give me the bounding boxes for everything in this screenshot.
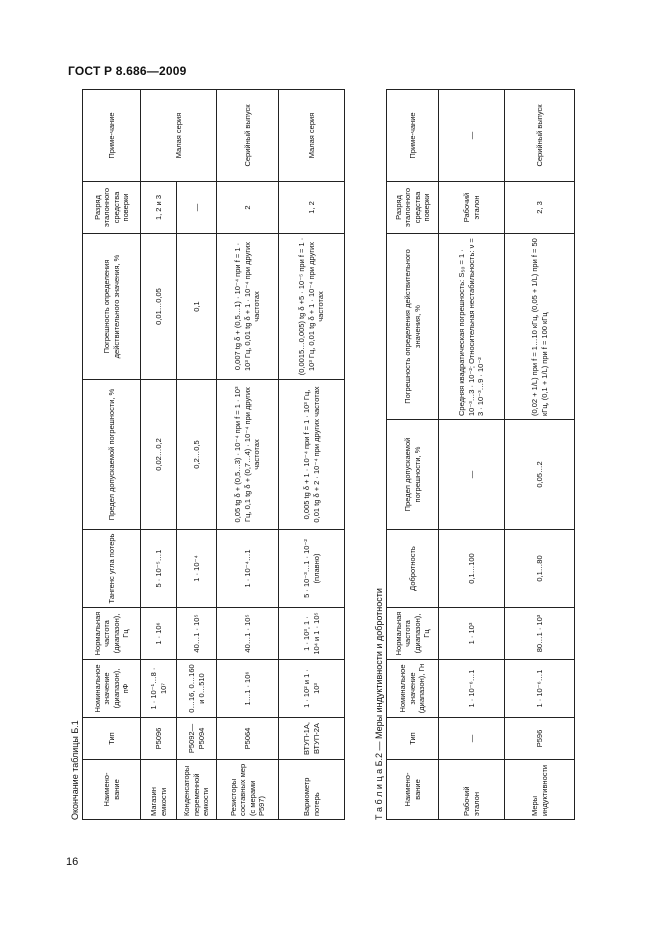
col-header: Погрешность определения действительного значения, % [387,234,439,420]
col-header: Добротность [387,530,439,608]
cell: 40…1 · 10⁵ [177,608,217,660]
col-header: Разряд эталонного средства поверки [83,182,141,234]
table-b2-header-row [387,90,439,820]
col-header: Тангенс угла потерь [83,530,141,608]
cell: 1 · 10³ [439,608,505,660]
page-number: 16 [66,856,79,868]
table-b1 [82,89,345,820]
cell: Рабочий эталон [439,760,505,820]
table-row [217,90,279,820]
col-header: Тип [387,718,439,760]
cell: Магазин емкости [141,760,177,820]
cell: 0,05…2 [505,420,575,530]
table-b1-block [68,89,345,820]
cell: 1 · 10⁻¹…8 · 10⁷ [141,660,177,718]
cell: (0,02 + 1/L) при f = 1…10 кГц, (0,05 + 1/L) при f = 50 кГц, (0,1 + 1/L) при f = 100 кГц [505,234,575,420]
cell: 1 · 10⁶ [141,608,177,660]
table-b2 [386,89,575,820]
cell: 5 · 10⁻³…1 · 10⁻² (плавно) [279,530,345,608]
col-header: Наимено-вание [83,760,141,820]
cell: — [439,90,505,182]
col-header: Наимено-вание [387,760,439,820]
cell: Серийный выпуск [505,90,575,182]
cell: Средняя квадратическая погрешность: S₅₀ = 1 · 10⁻³…3 · 10⁻²; Относительная нестабильность: ν = 3 · 10⁻³…9 · 10⁻² [439,234,505,420]
col-header: Разряд эталонного средства поверки [387,182,439,234]
cell: Р5092—Р5094 [177,718,217,760]
document-header: ГОСТ Р 8.686—2009 [68,64,187,78]
cell: (0,0015…0,005) tg δ +5 · 10⁻⁵ при f = 1 · 10³ Гц, 0,01 tg δ + 1 · 10⁻⁴ при других частотах [279,234,345,380]
cell: 40…1 · 10⁵ [217,608,279,660]
cell: 0,2…0,5 [177,380,217,530]
cell: — [177,182,217,234]
col-header: Номинальное значение (диапазон), пФ [83,660,141,718]
cell: Меры индуктивности [505,760,575,820]
col-header: Предел допускаемой погрешности, % [387,420,439,530]
table-row [141,90,177,820]
cell: 1 · 10² и 1 · 10³ [279,660,345,718]
cell: Р5064 [217,718,279,760]
cell: 0,1…100 [439,530,505,608]
table-b2-block [372,89,575,820]
col-header: Тип [83,718,141,760]
cell: 1 · 10⁻⁴ [177,530,217,608]
cell: Вариометр потерь [279,760,345,820]
cell: 0…16, 0…160 и 0…510 [177,660,217,718]
cell: 0,02…0,2 [141,380,177,530]
cell: Рабочий эталон [439,182,505,234]
table-row [505,90,575,820]
cell: 1 · 10⁻⁶…1 [439,660,505,718]
cell: — [439,718,505,760]
cell: 1 · 10⁻⁶…1 [505,660,575,718]
cell: 1, 2 [279,182,345,234]
cell: 2, 3 [505,182,575,234]
cell: 1 · 10³, 1 · 10⁴ и 1 · 10⁵ [279,608,345,660]
cell: Конденсаторы переменной емкости [177,760,217,820]
cell: 1, 2 и 3 [141,182,177,234]
cell: 2 [217,182,279,234]
col-header: Нормальная частота (диапазон), Гц [83,608,141,660]
cell: 0,1…80 [505,530,575,608]
col-header: Приме-чание [387,90,439,182]
table-b1-header-row [83,90,141,820]
table-row [177,90,217,820]
table-b2-caption: Т а б л и ц а Б.2 — Меры индуктивности и добротности [374,588,384,820]
table-row [439,90,505,820]
cell: 5 · 10⁻⁵…1 [141,530,177,608]
cell: 0,01…0,05 [141,234,177,380]
cell: 1…1 · 10⁶ [217,660,279,718]
cell: Резисторы составных мер (с мерами Р597) [217,760,279,820]
cell: ВТУП-1А, ВТУП-2А [279,718,345,760]
cell: 0,05 tg δ + (0,5…3) · 10⁻⁴ при f = 1 · 10³ Гц, 0,1 tg δ + (0,7…4) · 10⁻⁴ при других частотах [217,380,279,530]
cell: Р596 [505,718,575,760]
cell: 1 · 10⁻⁴…1 [217,530,279,608]
col-header: Погрешность определения действительного значения, % [83,234,141,380]
cell: Р5096 [141,718,177,760]
col-header: Предел допускаемой погрешности, % [83,380,141,530]
col-header: Номинальное значение (диапазон), Гн [387,660,439,718]
cell: — [439,420,505,530]
cell: 0,1 [177,234,217,380]
cell: Малая серия [141,90,217,182]
table-b1-caption: Окончание таблицы Б.1 [70,720,80,820]
cell: Серийный выпуск [217,90,279,182]
cell: Малая серия [279,90,345,182]
cell: 80…1 · 10³ [505,608,575,660]
table-row [279,90,345,820]
col-header: Приме-чание [83,90,141,182]
cell: 0,007 tg δ + (0,5…1) · 10⁻⁴ при f = 1 · 10³ Гц, 0,01 tg δ + 1 · 10⁻⁴ при других частотах [217,234,279,380]
col-header: Нормальная частота (диапазон), Гц [387,608,439,660]
cell: 0,005 tg δ + 1 · 10⁻⁴ при f = 1 · 10³ Гц, 0,01 tg δ + 2 · 10⁻⁴ при других частотах [279,380,345,530]
